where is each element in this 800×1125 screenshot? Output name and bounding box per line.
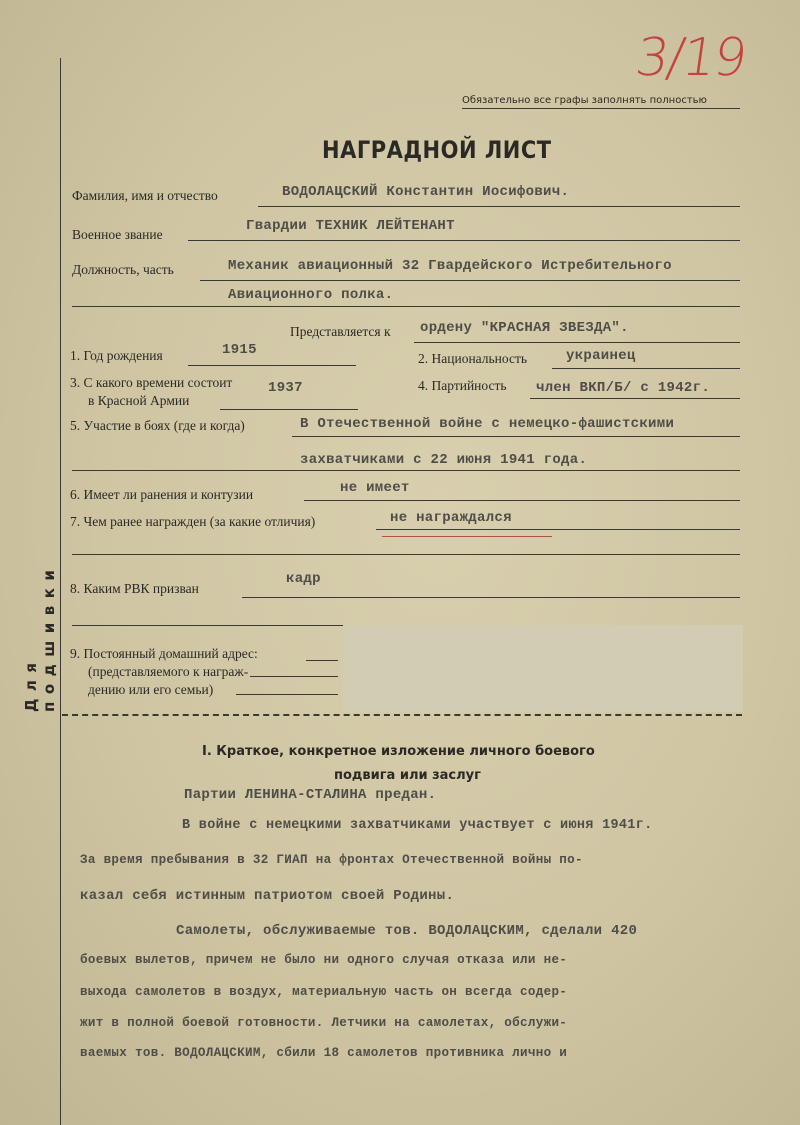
redacted-address-area [343,625,743,712]
red-underline [382,536,552,537]
position-label: Должность, часть [72,262,174,277]
battles-value-2: захватчиками с 22 июня 1941 года. [300,452,588,468]
narrative-line: В войне с немецкими захватчиками участвует с июня 1941г. [182,818,653,833]
rank-value: Гвардии ТЕХНИК ЛЕЙТЕНАНТ [246,218,455,234]
position-line-1 [200,280,740,281]
address-label-1: 9. Постоянный домашний адрес: [70,646,258,661]
address-label-3: дению или его семьи) [88,682,214,697]
narrative-line: казал себя истинным патриотом своей Родины. [80,888,455,904]
nationality-line [552,368,740,369]
position-line-2 [72,306,740,307]
address-line-1 [306,660,338,661]
section-divider [62,714,742,716]
battles-value-1: В Отечественной войне с немецко-фашистскими [300,416,675,432]
prev-awards-line-2 [72,554,740,555]
army-label-1: 3. С какого времени состоит [70,375,233,390]
address-line-2 [250,676,338,677]
party-line [530,398,740,399]
address-label-2: (представляемого к награж- [88,664,249,679]
party-label: 4. Партийность [418,378,507,393]
army-line [220,409,358,410]
prev-awards-line [376,529,740,530]
army-label-2: в Красной Армии [88,393,190,408]
left-margin-rule [60,58,61,1125]
document-title: НАГРАДНОЙ ЛИСТ [322,136,552,164]
award-line [414,342,740,343]
birth-label: 1. Год рождения [70,348,163,363]
name-label: Фамилия, имя и отчество [72,188,218,203]
rvk-line [242,597,740,598]
wounds-line [304,500,740,501]
narrative-line: Партии ЛЕНИНА-СТАЛИНА предан. [184,787,437,803]
birth-line [188,365,356,366]
position-value-2: Авиационного полка. [228,287,394,303]
battles-line-2 [72,470,740,471]
section-heading-1: I. Краткое, конкретное изложение личного боевого [202,744,595,759]
archive-number: 3/19 [631,28,749,88]
narrative-line: За время пребывания в 32 ГИАП на фронтах Отечественной войны по- [80,853,583,867]
narrative-line: жит в полной боевой готовности. Летчики на самолетах, обслужи- [80,1016,568,1030]
birth-value: 1915 [222,342,257,358]
name-value: ВОДОЛАЦСКИЙ Константин Иосифович. [282,184,570,200]
nationality-label: 2. Национальность [418,351,528,366]
award-label: Представляется к [290,324,391,339]
name-line [258,206,740,207]
position-value-1: Механик авиационный 32 Гвардейского Истребительного [228,258,672,274]
narrative-line: боевых вылетов, причем не было ни одного случая отказа или не- [80,953,568,967]
rvk-label: 8. Каким РВК призван [70,581,199,596]
rank-line [188,240,740,241]
battles-label: 5. Участие в боях (где и когда) [70,418,245,433]
prev-awards-value: не награждался [390,510,512,526]
party-value: член ВКП/Б/ с 1942г. [536,380,711,396]
battles-line-1 [292,436,740,437]
rank-label: Военное звание [72,227,163,242]
rvk-value: кадр [286,571,321,587]
narrative-line: Самолеты, обслуживаемые тов. ВОДОЛАЦСКИМ, сделали 420 [176,923,638,939]
address-line-3 [236,694,338,695]
section-heading-2: подвига или заслуг [334,768,481,783]
fill-notice: Обязательно все графы заполнять полностью [462,95,707,106]
wounds-label: 6. Имеет ли ранения и контузии [70,487,254,502]
prev-awards-label: 7. Чем ранее награжден (за какие отличия) [70,514,316,529]
wounds-value: не имеет [340,480,410,496]
nationality-value: украинец [566,348,636,364]
notice-underline [462,108,740,109]
narrative-line: ваемых тов. ВОДОЛАЦСКИМ, сбили 18 самолетов противника лично и [80,1046,568,1060]
army-value: 1937 [268,380,303,396]
side-label: Для подшивки [22,562,58,712]
award-value: ордену "КРАСНАЯ ЗВЕЗДА". [420,320,629,336]
narrative-line: выхода самолетов в воздух, материальную часть он всегда содер- [80,985,568,999]
